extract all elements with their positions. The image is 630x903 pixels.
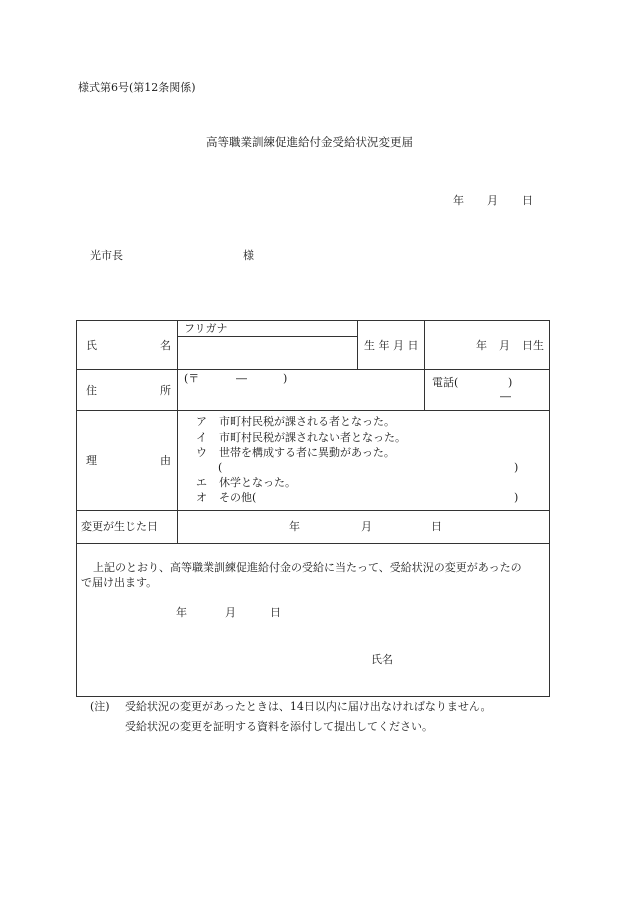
reason-letter: ウ bbox=[196, 446, 207, 459]
row-divider-reason bbox=[76, 510, 550, 511]
reason-label-first: 理 bbox=[86, 454, 97, 467]
phone-dash: ― bbox=[500, 390, 511, 403]
postal-open: (〒 bbox=[184, 372, 200, 385]
signature-label: 氏名 bbox=[371, 653, 393, 666]
declaration-date-month: 月 bbox=[225, 606, 236, 619]
notes-marker: (注) bbox=[90, 700, 110, 713]
declaration-date-day: 日 bbox=[270, 606, 281, 619]
postal-dash: ― bbox=[236, 372, 247, 385]
table-border-left bbox=[76, 320, 77, 697]
change-date-year: 年 bbox=[289, 520, 300, 533]
phone-label: 電話( bbox=[432, 376, 459, 389]
table-border-top bbox=[76, 320, 550, 321]
birthdate-month: 月 bbox=[499, 339, 510, 352]
reason-u-detail-open: ( bbox=[218, 461, 223, 474]
label-column-divider bbox=[177, 320, 178, 543]
birthdate-year: 年 bbox=[476, 339, 487, 352]
reason-label-second: 由 bbox=[160, 454, 171, 467]
date-day-label: 日 bbox=[522, 194, 533, 207]
declaration-date-year: 年 bbox=[176, 606, 187, 619]
date-month-label: 月 bbox=[487, 194, 498, 207]
furigana-label: フリガナ bbox=[184, 322, 228, 335]
reason-u-detail-close: ) bbox=[514, 461, 519, 474]
reason-text: その他( bbox=[219, 491, 257, 504]
signature-field[interactable] bbox=[400, 648, 540, 668]
row-divider-name bbox=[76, 369, 550, 370]
reason-text: 市町村民税が課されない者となった。 bbox=[219, 431, 406, 444]
reason-letter: イ bbox=[196, 431, 207, 444]
row-divider-address bbox=[76, 410, 550, 411]
addressee-honorific: 様 bbox=[243, 249, 254, 262]
table-border-bottom bbox=[76, 696, 550, 697]
birthdate-label-right-divider bbox=[424, 320, 425, 369]
notes-line-2: 受給状況の変更を証明する資料を添付して提出してください。 bbox=[125, 720, 433, 733]
date-year-label: 年 bbox=[453, 194, 464, 207]
postal-close: ) bbox=[283, 372, 288, 385]
reason-letter: エ bbox=[196, 476, 207, 489]
reason-text: 市町村民税が課される者となった。 bbox=[219, 415, 395, 428]
phone-close: ) bbox=[508, 376, 513, 389]
address-label-first: 住 bbox=[86, 384, 97, 397]
reason-o-close: ) bbox=[514, 491, 519, 504]
change-date-label: 変更が生じた日 bbox=[81, 520, 158, 533]
declaration-line-2: で届け出ます。 bbox=[81, 576, 158, 589]
phone-divider bbox=[424, 369, 425, 410]
notes-line-1: 受給状況の変更があったときは、14日以内に届け出なければなりません。 bbox=[125, 700, 492, 713]
name-field[interactable] bbox=[181, 339, 353, 365]
birthdate-label-left-divider bbox=[357, 320, 358, 369]
declaration-line-1: 上記のとおり、高等職業訓練促進給付金の受給に当たって、受給状況の変更があったの bbox=[93, 561, 522, 574]
change-date-day: 日 bbox=[431, 520, 442, 533]
change-date-month: 月 bbox=[361, 520, 372, 533]
furigana-divider bbox=[177, 336, 357, 337]
form-number: 様式第6号(第12条関係) bbox=[78, 81, 196, 94]
birthdate-day: 日生 bbox=[522, 339, 544, 352]
form-title: 高等職業訓練促進給付金受給状況変更届 bbox=[206, 135, 413, 149]
reason-letter: ア bbox=[196, 415, 207, 428]
reason-text: 世帯を構成する者に異動があった。 bbox=[219, 446, 395, 459]
name-label-second: 名 bbox=[160, 339, 171, 352]
address-label-second: 所 bbox=[160, 384, 171, 397]
name-label-first: 氏 bbox=[86, 339, 97, 352]
birthdate-label: 生 年 月 日 bbox=[364, 339, 419, 352]
reason-letter: オ bbox=[196, 491, 207, 504]
furigana-field[interactable] bbox=[181, 322, 353, 334]
row-divider-change-date bbox=[76, 543, 550, 544]
addressee-name: 光市長 bbox=[90, 249, 123, 262]
reason-text: 休学となった。 bbox=[219, 476, 296, 489]
table-border-right bbox=[549, 320, 550, 697]
